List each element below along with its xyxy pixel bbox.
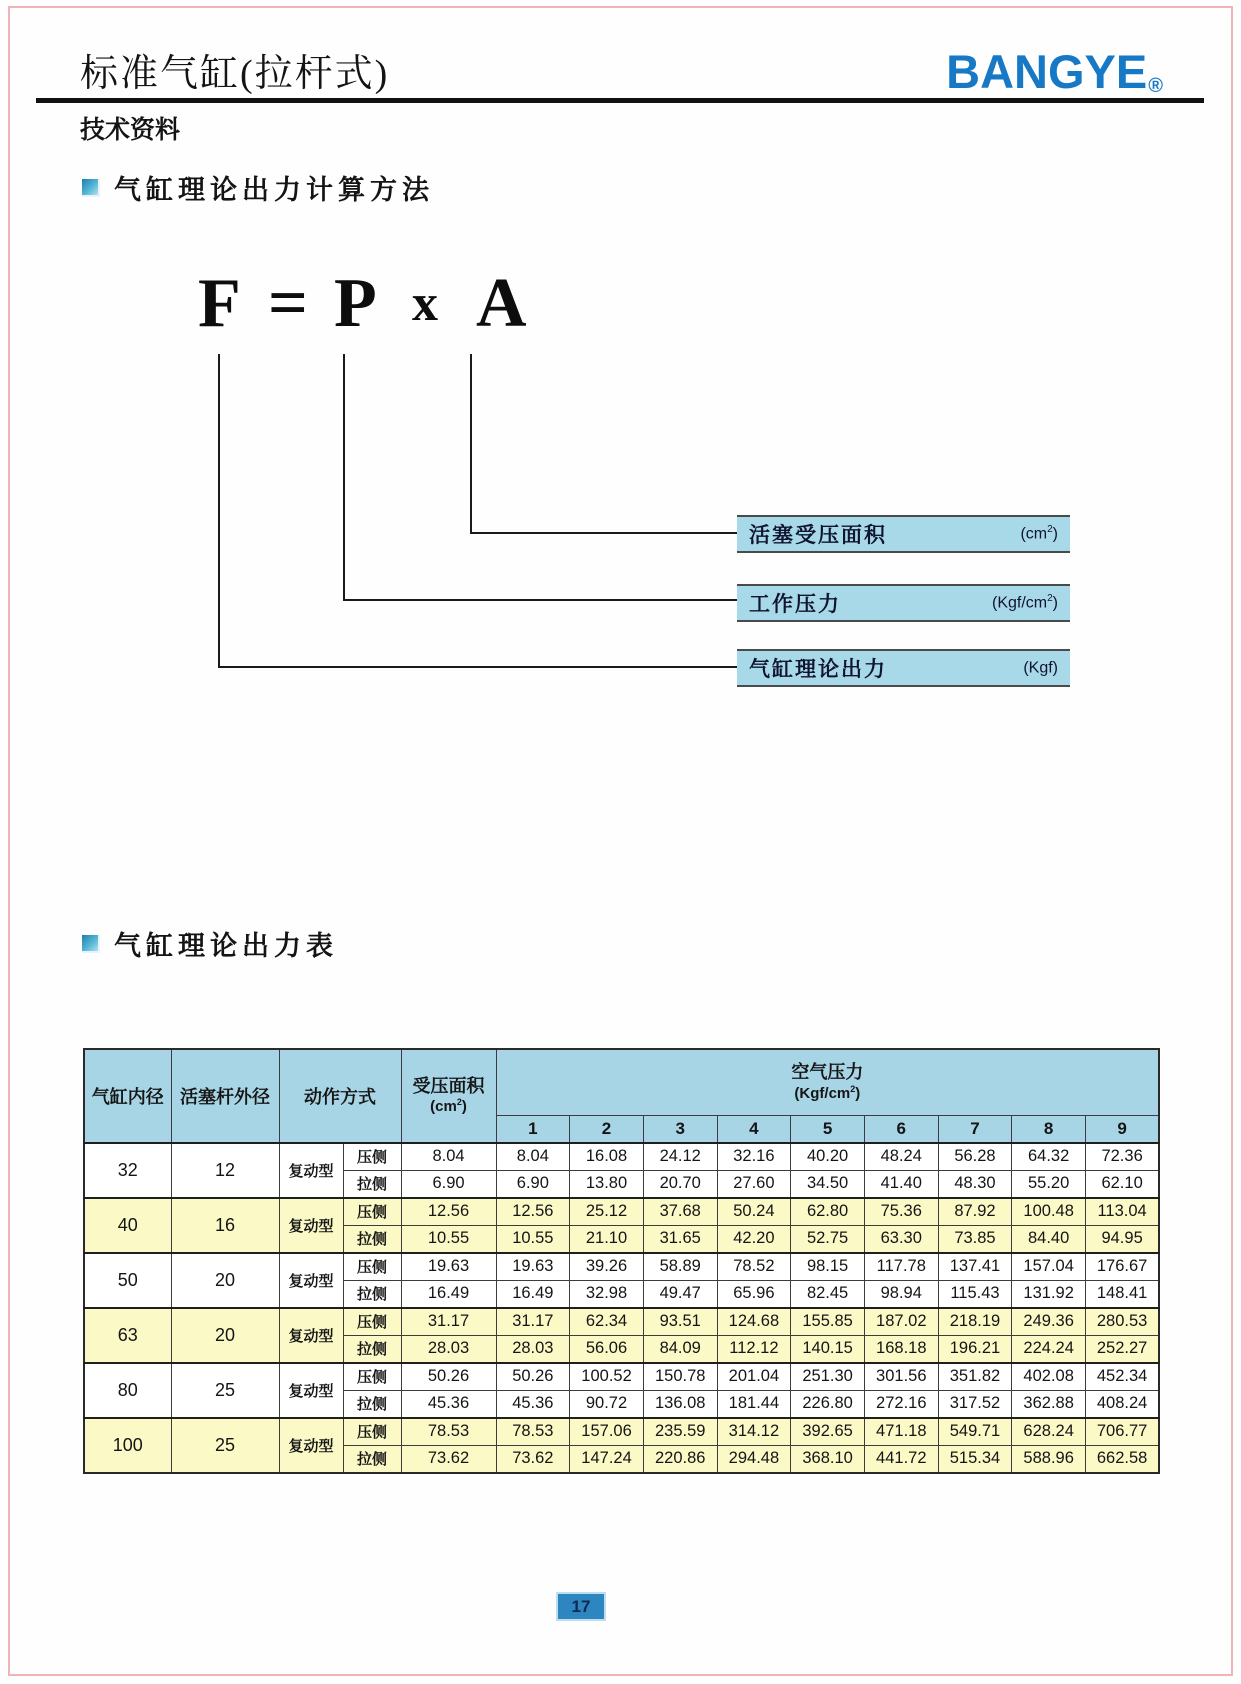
area-cell: 73.62 [401,1445,496,1473]
value-cell: 48.24 [864,1143,938,1171]
rod-cell: 20 [171,1253,279,1308]
callout-theoretical-force-label: 气缸理论出力 [749,657,887,681]
value-cell: 40.20 [791,1143,865,1171]
action-cell: 复动型 [279,1308,343,1363]
pressure-level-header: 6 [864,1115,938,1143]
section-formula-heading: 气缸理论出力计算方法 [114,175,434,205]
value-cell: 157.04 [1012,1253,1086,1281]
value-cell: 226.80 [791,1390,865,1418]
bore-cell: 32 [84,1143,171,1198]
callout-piston-area-unit: $(cm^2)$ [1020,524,1058,543]
area-cell: 10.55 [401,1225,496,1253]
value-cell: 72.36 [1086,1143,1160,1171]
value-cell: 50.24 [717,1198,791,1226]
formula-times: x [412,275,438,332]
bore-cell: 50 [84,1253,171,1308]
connector-line-F-vertical [218,354,220,668]
area-cell: 8.04 [401,1143,496,1171]
value-cell: 56.06 [570,1335,644,1363]
area-cell: 45.36 [401,1390,496,1418]
value-cell: 100.52 [570,1363,644,1391]
rod-cell: 12 [171,1143,279,1198]
value-cell: 13.80 [570,1170,644,1198]
value-cell: 150.78 [643,1363,717,1391]
value-cell: 78.52 [717,1253,791,1281]
value-cell: 140.15 [791,1335,865,1363]
value-cell: 87.92 [938,1198,1012,1226]
value-cell: 218.19 [938,1308,1012,1336]
side-cell: 压侧 [343,1143,401,1171]
action-cell: 复动型 [279,1198,343,1253]
value-cell: 37.68 [643,1198,717,1226]
rod-cell: 25 [171,1418,279,1473]
side-cell: 拉侧 [343,1280,401,1308]
side-cell: 拉侧 [343,1225,401,1253]
value-cell: 588.96 [1012,1445,1086,1473]
rod-cell: 25 [171,1363,279,1418]
pressure-level-header: 2 [570,1115,644,1143]
side-cell: 压侧 [343,1198,401,1226]
value-cell: 78.53 [496,1418,570,1446]
value-cell: 31.17 [496,1308,570,1336]
action-cell: 复动型 [279,1418,343,1473]
page-subtitle: 技术资料 [80,117,181,144]
pressure-level-header: 5 [791,1115,865,1143]
value-cell: 351.82 [938,1363,1012,1391]
value-cell: 45.36 [496,1390,570,1418]
connector-line-A-vertical [470,354,472,534]
value-cell: 62.34 [570,1308,644,1336]
value-cell: 82.45 [791,1280,865,1308]
value-cell: 280.53 [1086,1308,1160,1336]
value-cell: 294.48 [717,1445,791,1473]
col-header-area: 受压面积 $(cm^2)$ [401,1049,496,1143]
registered-trademark-icon: ® [1148,75,1163,97]
value-cell: 98.15 [791,1253,865,1281]
value-cell: 235.59 [643,1418,717,1446]
table-row [84,1308,1159,1336]
value-cell: 224.24 [1012,1335,1086,1363]
value-cell: 12.56 [496,1198,570,1226]
pressure-level-header: 9 [1086,1115,1160,1143]
value-cell: 100.48 [1012,1198,1086,1226]
value-cell: 10.55 [496,1225,570,1253]
value-cell: 84.40 [1012,1225,1086,1253]
value-cell: 452.34 [1086,1363,1160,1391]
value-cell: 662.58 [1086,1445,1160,1473]
pressure-level-header: 1 [496,1115,570,1143]
callout-working-pressure-unit: $(Kgf/cm^2)$ [991,593,1058,612]
bore-cell: 63 [84,1308,171,1363]
value-cell: 196.21 [938,1335,1012,1363]
bore-cell: 80 [84,1363,171,1418]
value-cell: 112.12 [717,1335,791,1363]
area-cell: 12.56 [401,1198,496,1226]
value-cell: 252.27 [1086,1335,1160,1363]
value-cell: 471.18 [864,1418,938,1446]
connector-line-P-vertical [343,354,345,601]
value-cell: 25.12 [570,1198,644,1226]
side-cell: 压侧 [343,1253,401,1281]
area-cell: 78.53 [401,1418,496,1446]
value-cell: 368.10 [791,1445,865,1473]
value-cell: 34.50 [791,1170,865,1198]
formula-equals: = [268,265,308,342]
pressure-level-header: 3 [643,1115,717,1143]
value-cell: 28.03 [496,1335,570,1363]
section-formula [82,168,434,207]
value-cell: 32.16 [717,1143,791,1171]
table-row [84,1363,1159,1391]
value-cell: 136.08 [643,1390,717,1418]
value-cell: 21.10 [570,1225,644,1253]
header-divider [36,98,1204,103]
value-cell: 52.75 [791,1225,865,1253]
value-cell: 181.44 [717,1390,791,1418]
value-cell: 157.06 [570,1418,644,1446]
value-cell: 58.89 [643,1253,717,1281]
formula-P: P [334,265,377,342]
callout-working-pressure-label: 工作压力 [749,592,841,616]
connector-line-A-horizontal [470,532,737,534]
value-cell: 16.08 [570,1143,644,1171]
value-cell: 515.34 [938,1445,1012,1473]
value-cell: 42.20 [717,1225,791,1253]
table-row [84,1198,1159,1226]
value-cell: 73.85 [938,1225,1012,1253]
callout-piston-area [737,515,1070,553]
col-header-action: 动作方式 [279,1049,401,1143]
action-cell: 复动型 [279,1363,343,1418]
value-cell: 176.67 [1086,1253,1160,1281]
value-cell: 113.04 [1086,1198,1160,1226]
value-cell: 117.78 [864,1253,938,1281]
value-cell: 73.62 [496,1445,570,1473]
value-cell: 201.04 [717,1363,791,1391]
formula-F: F [198,265,241,342]
value-cell: 251.30 [791,1363,865,1391]
value-cell: 98.94 [864,1280,938,1308]
value-cell: 441.72 [864,1445,938,1473]
section-table-heading: 气缸理论出力表 [114,931,338,961]
action-cell: 复动型 [279,1143,343,1198]
page-title: 标准气缸(拉杆式) [80,53,390,95]
value-cell: 408.24 [1086,1390,1160,1418]
value-cell: 137.41 [938,1253,1012,1281]
section-bullet-icon [82,935,100,953]
brand-logo-text: BANGYE [946,45,1148,98]
table-row [84,1143,1159,1171]
value-cell: 549.71 [938,1418,1012,1446]
rod-cell: 16 [171,1198,279,1253]
value-cell: 249.36 [1012,1308,1086,1336]
value-cell: 124.68 [717,1308,791,1336]
value-cell: 84.09 [643,1335,717,1363]
value-cell: 65.96 [717,1280,791,1308]
value-cell: 31.65 [643,1225,717,1253]
col-header-rod: 活塞杆外径 [171,1049,279,1143]
section-bullet-icon [82,179,100,197]
value-cell: 402.08 [1012,1363,1086,1391]
side-cell: 压侧 [343,1308,401,1336]
value-cell: 90.72 [570,1390,644,1418]
connector-line-F-horizontal [218,666,737,668]
callout-piston-area-label: 活塞受压面积 [749,523,887,547]
theoretical-force-table [83,1048,1160,1474]
pressure-level-header: 7 [938,1115,1012,1143]
side-cell: 压侧 [343,1363,401,1391]
value-cell: 32.98 [570,1280,644,1308]
value-cell: 168.18 [864,1335,938,1363]
value-cell: 220.86 [643,1445,717,1473]
table-row [84,1253,1159,1281]
area-cell: 50.26 [401,1363,496,1391]
side-cell: 拉侧 [343,1445,401,1473]
value-cell: 56.28 [938,1143,1012,1171]
value-cell: 55.20 [1012,1170,1086,1198]
pressure-level-header: 8 [1012,1115,1086,1143]
callout-working-pressure [737,584,1070,622]
value-cell: 64.32 [1012,1143,1086,1171]
value-cell: 362.88 [1012,1390,1086,1418]
callout-theoretical-force [737,649,1070,687]
value-cell: 49.47 [643,1280,717,1308]
col-header-bore: 气缸内径 [84,1049,171,1143]
value-cell: 706.77 [1086,1418,1160,1446]
side-cell: 拉侧 [343,1335,401,1363]
callout-theoretical-force-unit: (Kgf) [1023,659,1058,677]
value-cell: 39.26 [570,1253,644,1281]
side-cell: 拉侧 [343,1390,401,1418]
brand-logo [946,44,1163,99]
value-cell: 148.41 [1086,1280,1160,1308]
value-cell: 48.30 [938,1170,1012,1198]
value-cell: 24.12 [643,1143,717,1171]
value-cell: 63.30 [864,1225,938,1253]
value-cell: 147.24 [570,1445,644,1473]
value-cell: 50.26 [496,1363,570,1391]
value-cell: 41.40 [864,1170,938,1198]
bore-cell: 40 [84,1198,171,1253]
side-cell: 拉侧 [343,1170,401,1198]
table-header-row [84,1049,1159,1115]
value-cell: 314.12 [717,1418,791,1446]
value-cell: 301.56 [864,1363,938,1391]
value-cell: 392.65 [791,1418,865,1446]
value-cell: 187.02 [864,1308,938,1336]
rod-cell: 20 [171,1308,279,1363]
area-cell: 6.90 [401,1170,496,1198]
side-cell: 压侧 [343,1418,401,1446]
area-cell: 19.63 [401,1253,496,1281]
value-cell: 628.24 [1012,1418,1086,1446]
connector-line-P-horizontal [343,599,737,601]
bore-cell: 100 [84,1418,171,1473]
formula-A: A [476,265,527,342]
page-number-badge: 17 [556,1592,606,1621]
value-cell: 6.90 [496,1170,570,1198]
section-table [82,924,338,963]
col-header-air-pressure: 空气压力 $(Kgf/cm^2)$ [496,1049,1159,1115]
area-cell: 28.03 [401,1335,496,1363]
value-cell: 20.70 [643,1170,717,1198]
formula-f-pxa [198,264,527,344]
table-row [84,1418,1159,1446]
area-cell: 31.17 [401,1308,496,1336]
area-cell: 16.49 [401,1280,496,1308]
value-cell: 27.60 [717,1170,791,1198]
value-cell: 155.85 [791,1308,865,1336]
action-cell: 复动型 [279,1253,343,1308]
value-cell: 272.16 [864,1390,938,1418]
value-cell: 62.10 [1086,1170,1160,1198]
value-cell: 93.51 [643,1308,717,1336]
pressure-level-header: 4 [717,1115,791,1143]
value-cell: 62.80 [791,1198,865,1226]
value-cell: 94.95 [1086,1225,1160,1253]
value-cell: 16.49 [496,1280,570,1308]
value-cell: 75.36 [864,1198,938,1226]
value-cell: 131.92 [1012,1280,1086,1308]
value-cell: 115.43 [938,1280,1012,1308]
value-cell: 317.52 [938,1390,1012,1418]
value-cell: 19.63 [496,1253,570,1281]
value-cell: 8.04 [496,1143,570,1171]
